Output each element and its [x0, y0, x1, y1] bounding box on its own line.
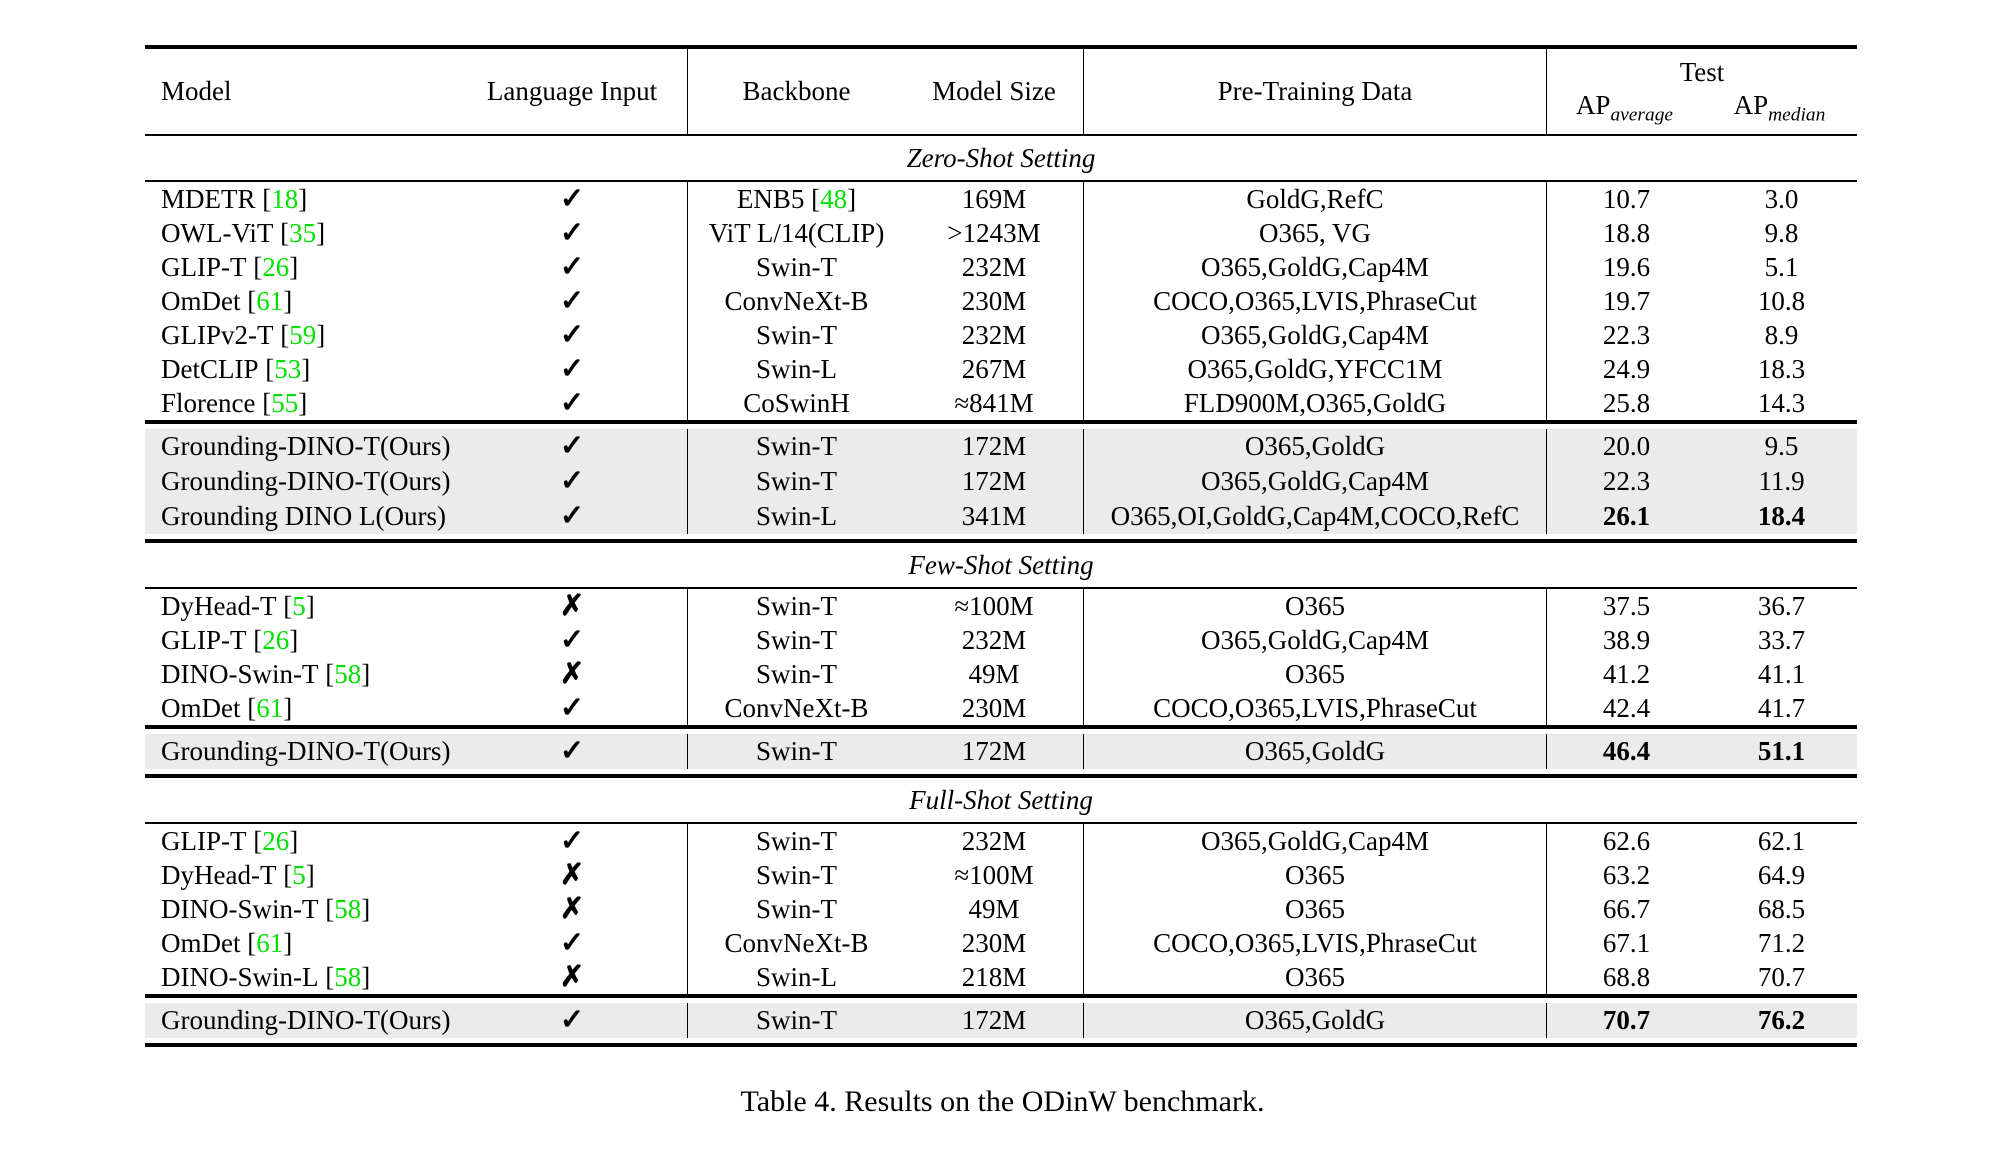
- cell-language-input: ✓: [559, 926, 585, 959]
- table-row: [145, 623, 1857, 657]
- cell-backbone: [687, 657, 905, 691]
- cell-model: DetCLIP [ 53 ]: [161, 353, 311, 384]
- cell-model-size: ≈100M: [954, 590, 1034, 621]
- cell-ap-median: 3.0: [1764, 183, 1799, 214]
- highlight-block: [145, 429, 1857, 534]
- name-text: DetCLIP: [161, 353, 259, 384]
- cell-pretraining-data: FLD900M,O365,GoldG: [1083, 386, 1546, 420]
- table-row: [145, 182, 1857, 216]
- cell-ap-average: 25.8: [1546, 386, 1706, 420]
- cell-model-size: 172M: [961, 466, 1027, 496]
- cell-ap-median: 62.1: [1757, 825, 1806, 856]
- citation-ref: 18: [271, 183, 299, 214]
- cell-backbone: [687, 216, 905, 250]
- cell-backbone: [687, 499, 905, 534]
- citation-ref: 55: [271, 387, 299, 418]
- cell-model: GLIP-T [ 26 ]: [161, 825, 299, 856]
- citation-ref: 35: [289, 217, 317, 248]
- cell-pretraining-data: O365: [1083, 858, 1546, 892]
- citation-ref: 26: [262, 624, 290, 655]
- highlight-block: [145, 734, 1857, 769]
- cell-ap-median: 64.9: [1757, 859, 1806, 890]
- cell-pretraining-data: O365,GoldG,Cap4M: [1083, 623, 1546, 657]
- name-text: Grounding DINO L(Ours): [161, 501, 446, 531]
- double-rule: [145, 1043, 1857, 1047]
- cell-model: Florence [ 55 ]: [161, 387, 308, 418]
- cell-backbone: ENB5 [ 48 ]: [687, 182, 905, 216]
- name-text: Swin-L: [756, 961, 837, 992]
- name-text: DyHead-T: [161, 590, 277, 621]
- section-heading: [145, 543, 1857, 587]
- cell-model-size: 341M: [961, 501, 1027, 531]
- cell-pretraining-data: O365,OI,GoldG,Cap4M,COCO,RefC: [1083, 499, 1546, 534]
- cell-pretraining-data: O365,GoldG: [1083, 734, 1546, 769]
- name-text: Swin-T: [756, 624, 837, 655]
- col-header-pretraining-data: Pre-Training Data: [1083, 49, 1546, 134]
- name-text: Swin-T: [756, 431, 837, 461]
- cell-pretraining-data: O365: [1083, 589, 1546, 623]
- cell-language-input: ✓: [559, 216, 585, 249]
- cell-backbone: [687, 386, 905, 420]
- name-text: Swin-T: [756, 658, 837, 689]
- cell-backbone: [687, 691, 905, 725]
- cell-ap-median: 14.3: [1757, 387, 1806, 418]
- cell-ap-average: 20.0: [1546, 429, 1706, 464]
- cell-backbone: [687, 352, 905, 386]
- cell-ap-median: 11.9: [1758, 466, 1805, 496]
- name-text: Grounding-DINO-T(Ours): [161, 1005, 451, 1035]
- cell-pretraining-data: GoldG,RefC: [1083, 182, 1546, 216]
- cell-model: [145, 734, 457, 769]
- cell-language-input: ✓: [559, 735, 585, 767]
- citation-ref: 58: [334, 893, 362, 924]
- citation-ref: 5: [292, 590, 306, 621]
- cell-model: GLIP-T [ 26 ]: [161, 624, 299, 655]
- cell-model: [145, 464, 457, 499]
- cell-pretraining-data: COCO,O365,LVIS,PhraseCut: [1083, 284, 1546, 318]
- name-text: GLIP-T: [161, 251, 247, 282]
- cell-model-size: 49M: [968, 893, 1020, 924]
- cell-model-size: 230M: [961, 692, 1027, 723]
- cell-ap-median: 76.2: [1757, 1005, 1806, 1035]
- cell-model: DINO-Swin-T [ 58 ]: [161, 893, 371, 924]
- results-table: [145, 45, 1857, 1047]
- cell-backbone: [687, 960, 905, 994]
- name-text: Swin-T: [756, 319, 837, 350]
- cell-model: DyHead-T [ 5 ]: [161, 859, 315, 890]
- cell-backbone: [687, 926, 905, 960]
- citation-ref: 53: [274, 353, 302, 384]
- cell-model: DyHead-T [ 5 ]: [161, 590, 315, 621]
- cell-ap-median: 10.8: [1757, 285, 1806, 316]
- cell-model: GLIPv2-T [ 59 ]: [161, 319, 326, 350]
- cell-ap-median: 68.5: [1757, 893, 1806, 924]
- cell-backbone: [687, 284, 905, 318]
- name-text: GLIP-T: [161, 624, 247, 655]
- cell-model-size: 218M: [961, 961, 1027, 992]
- col-header-model: Model: [161, 76, 232, 106]
- cell-language-input: ✓: [559, 430, 585, 462]
- cell-model: MDETR [ 18 ]: [161, 183, 308, 214]
- name-text: DyHead-T: [161, 859, 277, 890]
- cell-model-size: ≈100M: [954, 859, 1034, 890]
- name-text: Swin-T: [756, 590, 837, 621]
- cell-model-size: 169M: [961, 183, 1027, 214]
- cell-model-size: 172M: [961, 1005, 1027, 1035]
- cell-ap-median: 18.3: [1757, 353, 1806, 384]
- cell-language-input: ✓: [559, 691, 585, 724]
- cell-model-size: 49M: [968, 658, 1020, 689]
- cell-ap-average: 63.2: [1546, 858, 1706, 892]
- citation-ref: 5: [292, 859, 306, 890]
- name-text: ConvNeXt-B: [724, 692, 869, 723]
- ap-labels: [1547, 89, 1857, 125]
- name-text: CoSwinH: [743, 387, 850, 418]
- cell-pretraining-data: O365, VG: [1083, 216, 1546, 250]
- cell-model-size: 230M: [961, 927, 1027, 958]
- cell-model-size: 172M: [961, 431, 1027, 461]
- cell-ap-average: 26.1: [1546, 499, 1706, 534]
- cell-backbone: [687, 623, 905, 657]
- table-row: [145, 657, 1857, 691]
- table-row: [145, 352, 1857, 386]
- test-label: Test: [1679, 56, 1725, 87]
- cell-language-input: ✗: [559, 892, 585, 925]
- cell-ap-average: 10.7: [1546, 182, 1706, 216]
- cell-ap-average: 46.4: [1546, 734, 1706, 769]
- cell-model: DINO-Swin-T [ 58 ]: [161, 658, 371, 689]
- cell-model-size: 232M: [961, 251, 1027, 282]
- table-header-row: [145, 49, 1857, 134]
- cell-backbone: [687, 250, 905, 284]
- cell-ap-median: 9.5: [1764, 431, 1799, 461]
- table-row: [145, 386, 1857, 420]
- cell-language-input: ✓: [559, 1004, 585, 1036]
- cell-backbone: [687, 429, 905, 464]
- cell-ap-average: 41.2: [1546, 657, 1706, 691]
- cell-language-input: ✓: [559, 465, 585, 497]
- col-header-ap-median: $AP_{median}$: [1733, 89, 1826, 125]
- cell-backbone: [687, 734, 905, 769]
- name-text: DINO-Swin-T: [161, 893, 319, 924]
- cell-language-input: ✗: [559, 960, 585, 993]
- name-text: Swin-T: [756, 859, 837, 890]
- name-text: Swin-T: [756, 466, 837, 496]
- cell-language-input: ✗: [559, 589, 585, 622]
- col-header-test-group: [1546, 49, 1857, 134]
- cell-backbone: [687, 892, 905, 926]
- citation-ref: 61: [256, 927, 284, 958]
- cell-language-input: ✓: [559, 352, 585, 385]
- table-row: [145, 318, 1857, 352]
- name-text: MDETR: [161, 183, 256, 214]
- table-row: [145, 892, 1857, 926]
- name-text: OmDet: [161, 692, 241, 723]
- citation-ref: 61: [256, 285, 284, 316]
- section-title: Full-Shot Setting: [909, 784, 1093, 815]
- table-row: [145, 589, 1857, 623]
- table-row: [145, 464, 1857, 499]
- name-text: Grounding-DINO-T(Ours): [161, 736, 451, 766]
- cell-ap-average: 68.8: [1546, 960, 1706, 994]
- cell-ap-median: 8.9: [1764, 319, 1799, 350]
- citation-ref: 26: [262, 825, 290, 856]
- cell-ap-median: 9.8: [1764, 217, 1799, 248]
- cell-model-size: 230M: [961, 285, 1027, 316]
- cell-ap-average: 42.4: [1546, 691, 1706, 725]
- cell-ap-average: 19.6: [1546, 250, 1706, 284]
- cell-backbone: [687, 1003, 905, 1038]
- cell-model-size: 232M: [961, 624, 1027, 655]
- cell-ap-average: 70.7: [1546, 1003, 1706, 1038]
- cell-language-input: ✓: [559, 182, 585, 215]
- name-text: DINO-Swin-L: [161, 961, 319, 992]
- cell-model: GLIP-T [ 26 ]: [161, 251, 299, 282]
- cell-language-input: ✓: [559, 386, 585, 419]
- cell-language-input: ✓: [559, 623, 585, 656]
- table-row: [145, 284, 1857, 318]
- table-row: [145, 429, 1857, 464]
- cell-pretraining-data: O365,GoldG: [1083, 1003, 1546, 1038]
- cell-model-size: 172M: [961, 736, 1027, 766]
- cell-ap-median: 71.2: [1757, 927, 1806, 958]
- cell-model: [145, 1003, 457, 1038]
- section-heading: [145, 136, 1857, 180]
- cell-ap-average: 22.3: [1546, 464, 1706, 499]
- name-text: Swin-T: [756, 251, 837, 282]
- cell-pretraining-data: O365,GoldG,Cap4M: [1083, 464, 1546, 499]
- cell-pretraining-data: O365,GoldG,Cap4M: [1083, 250, 1546, 284]
- table-row: [145, 926, 1857, 960]
- cell-ap-median: 51.1: [1757, 736, 1806, 766]
- cell-ap-average: 66.7: [1546, 892, 1706, 926]
- citation-ref: 59: [289, 319, 317, 350]
- cell-model: OmDet [ 61 ]: [161, 692, 293, 723]
- name-text: OWL-ViT: [161, 217, 274, 248]
- cell-backbone: [687, 858, 905, 892]
- name-text: ENB5: [736, 183, 805, 214]
- cell-language-input: ✗: [559, 858, 585, 891]
- name-text: ConvNeXt-B: [724, 285, 869, 316]
- cell-ap-average: 22.3: [1546, 318, 1706, 352]
- cell-language-input: ✓: [559, 500, 585, 532]
- section-title: Zero-Shot Setting: [906, 142, 1096, 173]
- highlight-block: [145, 1003, 1857, 1038]
- cell-pretraining-data: O365: [1083, 960, 1546, 994]
- name-text: Swin-T: [756, 1005, 837, 1035]
- cell-pretraining-data: COCO,O365,LVIS,PhraseCut: [1083, 691, 1546, 725]
- name-text: Grounding-DINO-T(Ours): [161, 466, 451, 496]
- cell-language-input: ✓: [559, 250, 585, 283]
- cell-model: OmDet [ 61 ]: [161, 927, 293, 958]
- name-text: OmDet: [161, 285, 241, 316]
- citation-ref: 58: [334, 658, 362, 689]
- cell-model-size: 232M: [961, 825, 1027, 856]
- name-text: DINO-Swin-T: [161, 658, 319, 689]
- name-text: GLIPv2-T: [161, 319, 274, 350]
- name-text: Swin-T: [756, 825, 837, 856]
- cell-ap-average: 67.1: [1546, 926, 1706, 960]
- citation-ref: 61: [256, 692, 284, 723]
- col-header-backbone: Backbone: [687, 49, 905, 134]
- cell-model-size: 232M: [961, 319, 1027, 350]
- table-row: [145, 691, 1857, 725]
- cell-model-size: ≈841M: [954, 387, 1034, 418]
- cell-pretraining-data: O365,GoldG,Cap4M: [1083, 824, 1546, 858]
- section-title: Few-Shot Setting: [908, 549, 1094, 580]
- cell-language-input: ✓: [559, 284, 585, 317]
- col-header-language-input: Language Input: [486, 76, 658, 106]
- citation-ref: 58: [334, 961, 362, 992]
- cell-model: [145, 429, 457, 464]
- cell-pretraining-data: O365,GoldG,Cap4M: [1083, 318, 1546, 352]
- cell-pretraining-data: O365: [1083, 657, 1546, 691]
- cell-ap-average: 38.9: [1546, 623, 1706, 657]
- cell-ap-average: 37.5: [1546, 589, 1706, 623]
- cell-pretraining-data: O365,GoldG,YFCC1M: [1083, 352, 1546, 386]
- cell-model-size: 267M: [961, 353, 1027, 384]
- cell-ap-average: 18.8: [1546, 216, 1706, 250]
- cell-pretraining-data: COCO,O365,LVIS,PhraseCut: [1083, 926, 1546, 960]
- cell-model-size: >1243M: [947, 217, 1041, 248]
- cell-ap-average: 24.9: [1546, 352, 1706, 386]
- name-text: Swin-L: [756, 353, 837, 384]
- name-text: Florence: [161, 387, 256, 418]
- cell-language-input: ✓: [559, 318, 585, 351]
- cell-ap-median: 70.7: [1757, 961, 1806, 992]
- name-text: GLIP-T: [161, 825, 247, 856]
- col-header-ap-average: $AP_{average}$: [1575, 89, 1674, 125]
- cell-model: DINO-Swin-L [ 58 ]: [161, 961, 371, 992]
- name-text: Grounding-DINO-T(Ours): [161, 431, 451, 461]
- cell-ap-average: 19.7: [1546, 284, 1706, 318]
- col-header-model-size: Model Size: [932, 76, 1056, 106]
- cell-pretraining-data: O365: [1083, 892, 1546, 926]
- cell-model: [145, 499, 457, 534]
- name-text: Swin-T: [756, 736, 837, 766]
- cell-backbone: [687, 318, 905, 352]
- citation-ref: 48: [820, 183, 848, 214]
- table-body: [145, 136, 1857, 1047]
- cell-backbone: [687, 824, 905, 858]
- table-row: [145, 216, 1857, 250]
- table-row: [145, 960, 1857, 994]
- name-text: Swin-L: [756, 501, 837, 531]
- section-heading: [145, 778, 1857, 822]
- table-row: [145, 824, 1857, 858]
- name-text: Swin-T: [756, 893, 837, 924]
- cell-backbone: [687, 464, 905, 499]
- cell-backbone: [687, 589, 905, 623]
- cell-ap-median: 41.7: [1757, 692, 1806, 723]
- cell-model: OmDet [ 61 ]: [161, 285, 293, 316]
- citation-ref: 26: [262, 251, 290, 282]
- table-row: [145, 734, 1857, 769]
- table-row: [145, 1003, 1857, 1038]
- name-text: OmDet: [161, 927, 241, 958]
- cell-ap-median: 5.1: [1764, 251, 1799, 282]
- cell-language-input: ✗: [559, 657, 585, 690]
- cell-ap-median: 33.7: [1757, 624, 1806, 655]
- table-caption: Table 4. Results on the ODinW benchmark.: [740, 1085, 1265, 1118]
- name-text: ConvNeXt-B: [724, 927, 869, 958]
- table-row: [145, 499, 1857, 534]
- table-row: [145, 250, 1857, 284]
- cell-ap-average: 62.6: [1546, 824, 1706, 858]
- cell-ap-median: 41.1: [1757, 658, 1806, 689]
- cell-ap-median: 18.4: [1757, 501, 1806, 531]
- cell-language-input: ✓: [559, 824, 585, 857]
- cell-ap-median: 36.7: [1757, 590, 1806, 621]
- table-row: [145, 858, 1857, 892]
- name-text: ViT L/14(CLIP): [708, 217, 885, 248]
- cell-model: OWL-ViT [ 35 ]: [161, 217, 326, 248]
- cell-pretraining-data: O365,GoldG: [1083, 429, 1546, 464]
